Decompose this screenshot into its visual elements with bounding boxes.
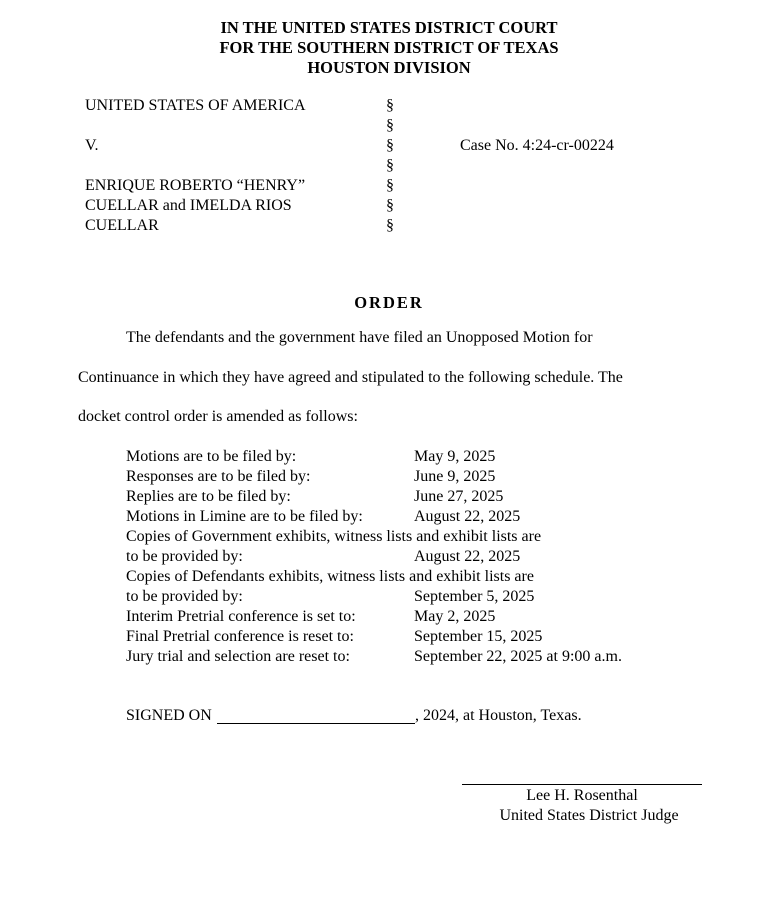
defendant-line-3: CUELLAR xyxy=(85,217,159,234)
defendant-line-1: ENRIQUE ROBERTO “HENRY” xyxy=(85,177,306,194)
section-symbol: § xyxy=(386,137,394,154)
schedule-label: Jury trial and selection are reset to: xyxy=(126,648,350,665)
schedule-label: Copies of Government exhibits, witness lists and exhibit lists are xyxy=(126,528,542,545)
schedule-label: to be provided by: xyxy=(126,548,243,565)
case-number: Case No. 4:24-cr-00224 xyxy=(460,137,614,154)
section-symbol: § xyxy=(386,117,394,134)
section-symbol: § xyxy=(386,97,394,114)
order-paragraph-line-2: Continuance in which they have agreed and stipulated to the following schedule. The xyxy=(78,369,623,386)
judge-name: Lee H. Rosenthal xyxy=(526,787,638,804)
schedule-date: September 22, 2025 at 9:00 a.m. xyxy=(414,648,622,665)
schedule-date: September 5, 2025 xyxy=(414,588,535,605)
section-symbol: § xyxy=(386,197,394,214)
court-name-line-2: FOR THE SOUTHERN DISTRICT OF TEXAS xyxy=(219,38,559,57)
plaintiff-name: UNITED STATES OF AMERICA xyxy=(85,97,306,114)
schedule-label: Motions in Limine are to be filed by: xyxy=(126,508,363,525)
schedule-date: September 15, 2025 xyxy=(414,628,543,645)
signed-on-suffix: , 2024, at Houston, Texas. xyxy=(415,707,582,724)
schedule-label: to be provided by: xyxy=(126,588,243,605)
defendant-line-2: CUELLAR and IMELDA RIOS xyxy=(85,197,292,214)
schedule-date: May 2, 2025 xyxy=(414,608,496,625)
order-paragraph-line-1: The defendants and the government have filed an Unopposed Motion for xyxy=(126,329,593,346)
schedule-label: Interim Pretrial conference is set to: xyxy=(126,608,356,625)
judge-title: United States District Judge xyxy=(499,807,679,824)
court-name-line-1: IN THE UNITED STATES DISTRICT COURT xyxy=(220,18,558,37)
section-symbol: § xyxy=(386,157,394,174)
order-paragraph-line-3: docket control order is amended as follows: xyxy=(78,408,358,425)
schedule-date: June 27, 2025 xyxy=(414,488,504,505)
court-division: HOUSTON DIVISION xyxy=(307,58,471,77)
schedule-label: Final Pretrial conference is reset to: xyxy=(126,628,354,645)
schedule-date: June 9, 2025 xyxy=(414,468,496,485)
section-symbol: § xyxy=(386,177,394,194)
section-symbol: § xyxy=(386,217,394,234)
schedule-date: August 22, 2025 xyxy=(414,508,521,525)
schedule-label: Replies are to be filed by: xyxy=(126,488,291,505)
order-title: ORDER xyxy=(354,293,424,312)
schedule-label: Responses are to be filed by: xyxy=(126,468,311,485)
schedule-date: May 9, 2025 xyxy=(414,448,496,465)
signed-on-label: SIGNED ON xyxy=(126,707,212,724)
schedule-label: Motions are to be filed by: xyxy=(126,448,297,465)
signature-date-blank[interactable] xyxy=(217,706,415,724)
judge-signature-line[interactable] xyxy=(462,783,702,785)
schedule-date: August 22, 2025 xyxy=(414,548,521,565)
schedule-label: Copies of Defendants exhibits, witness lists and exhibit lists are xyxy=(126,568,534,585)
versus: V. xyxy=(85,137,99,154)
